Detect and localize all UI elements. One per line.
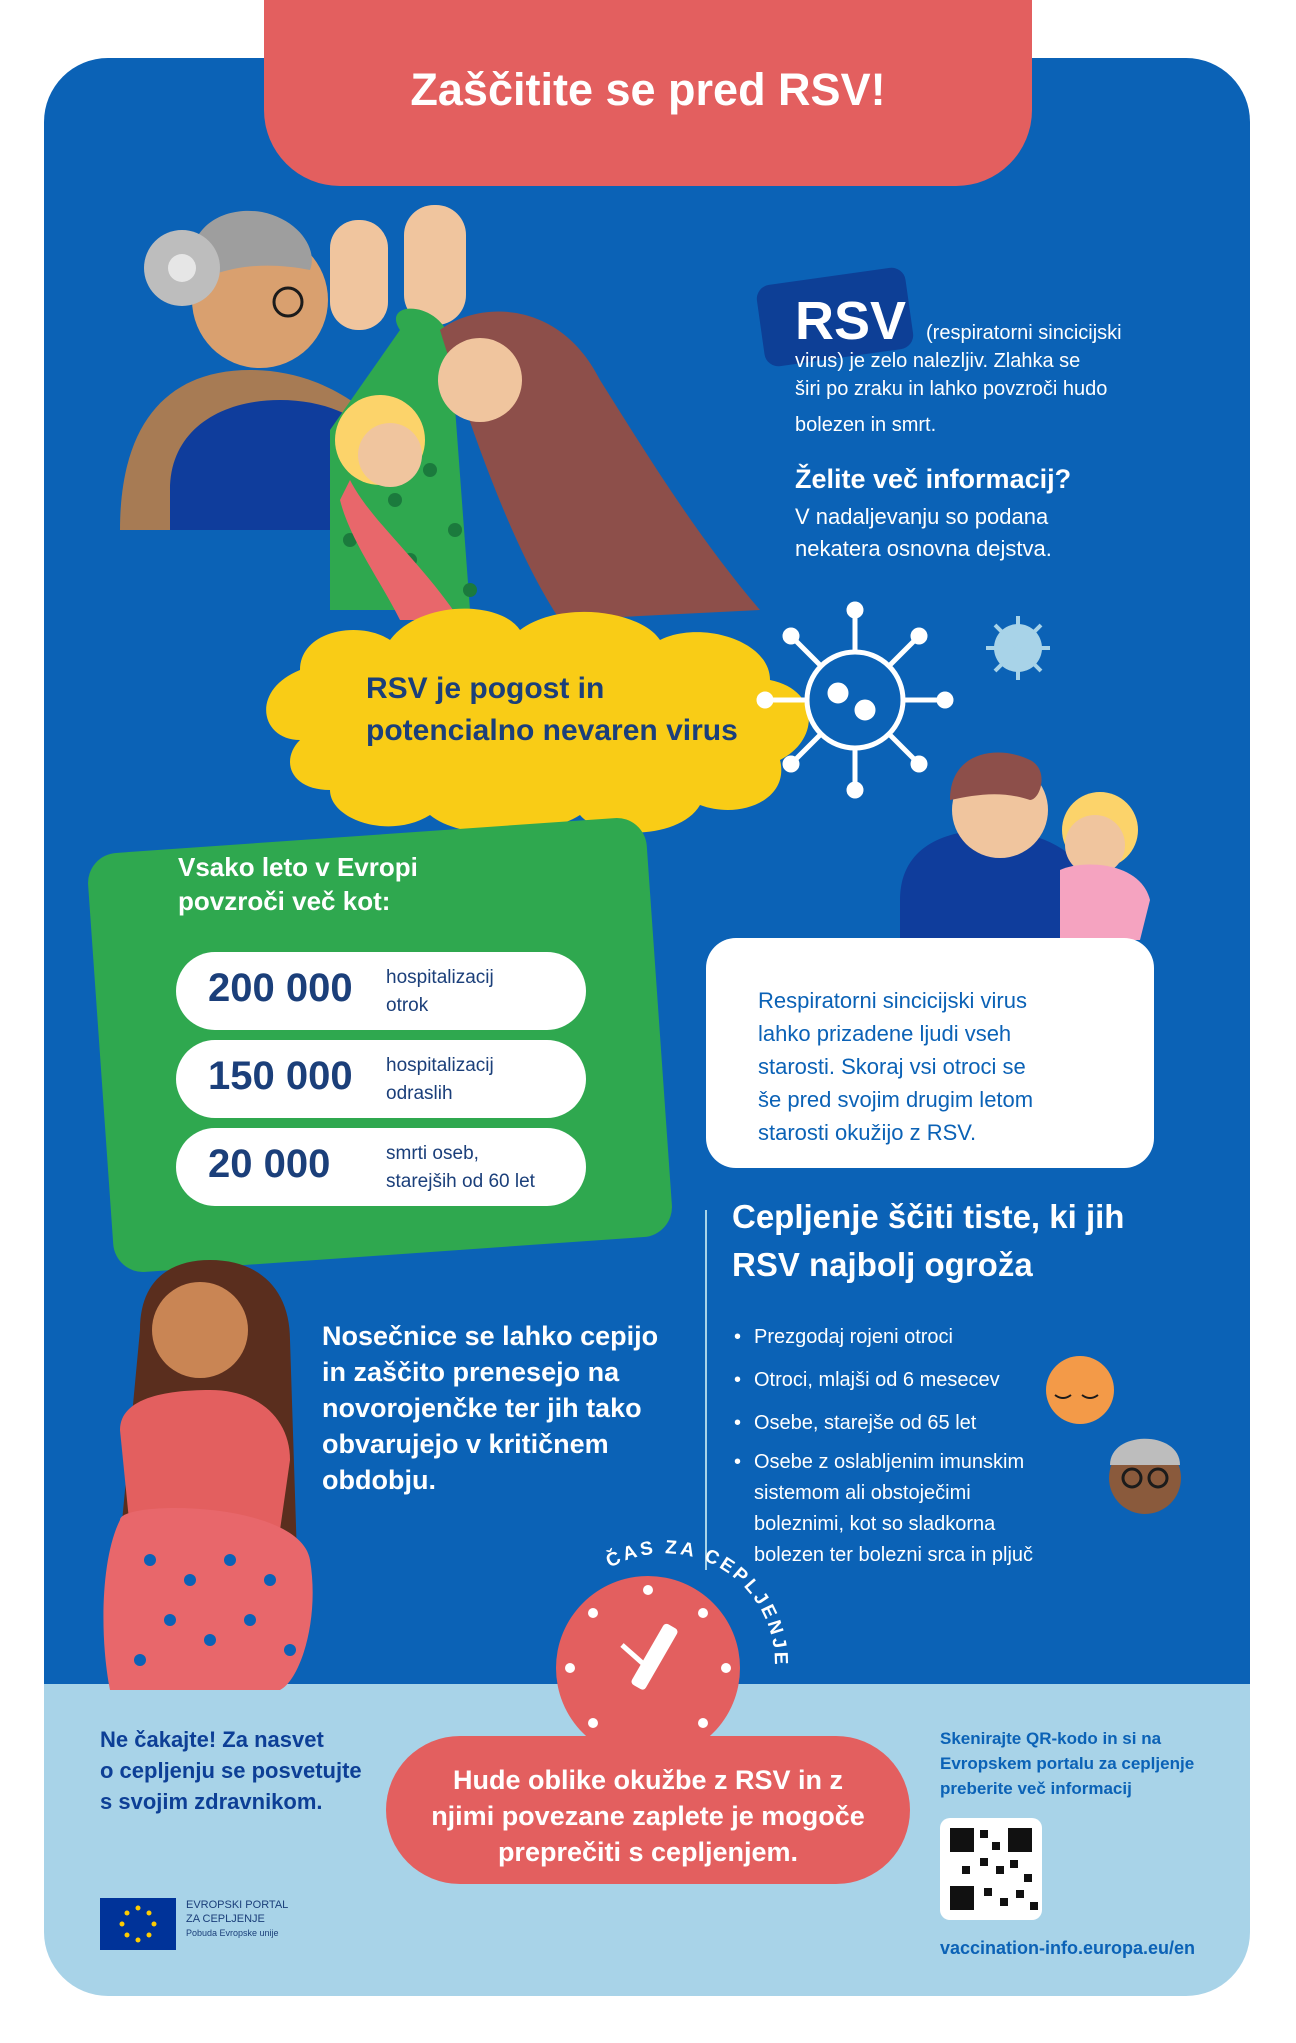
stat-pill-adults <box>176 1040 586 1118</box>
risk-bullet: • Otroci, mlajši od 6 mesecev <box>754 1365 1084 1396</box>
info-line: starosti okužijo z RSV. <box>758 1120 977 1145</box>
vaccination-heading-2: RSV najbolj ogroža <box>732 1246 1033 1283</box>
more-info-text-1: V nadaljevanju so podana <box>795 504 1049 529</box>
stat-label-line2: starejših od 60 let <box>386 1171 535 1192</box>
cloud-text-1: RSV je pogost in <box>366 672 605 705</box>
more-info-title: Želite več informacij? <box>795 464 1072 494</box>
stats-heading-2: povzroči več kot: <box>178 886 391 916</box>
risk-bullet: • Prezgodaj rojeni otroci <box>754 1322 1084 1353</box>
pregnant-line: in zaščito prenesejo na <box>322 1357 620 1387</box>
info-line: Respiratorni sincicijski virus <box>758 988 1027 1013</box>
footer-center-line: preprečiti s cepljenjem. <box>497 1837 799 1867</box>
intro-text-2: virus) je zelo nalezljiv. Zlahka se <box>795 350 1081 372</box>
virus-icon <box>759 604 951 796</box>
vaccination-heading-1: Cepljenje ščiti tiste, ki jih <box>732 1198 1125 1235</box>
intro-text-4: bolezen in smrt. <box>795 414 937 436</box>
stat-label-line1: hospitalizacij <box>386 1055 494 1076</box>
mother-baby-illustration <box>900 753 1150 960</box>
more-info-text-2: nekatera osnovna dejstva. <box>795 536 1052 561</box>
footer-right-text <box>940 1726 1194 1801</box>
info-line: starosti. Skoraj vsi otroci se <box>758 1054 1026 1079</box>
pregnant-woman-illustration <box>103 1260 312 1690</box>
small-virus-icon <box>986 616 1050 680</box>
info-box-text <box>758 984 1033 1149</box>
qr-code-icon <box>940 1818 1042 1920</box>
stat-label-line2: otrok <box>386 995 429 1016</box>
footer-right-line: Evropskem portalu za cepljenje <box>940 1754 1195 1773</box>
footer-left-line: s svojim zdravnikom. <box>100 1789 323 1814</box>
risk-bullet: • Osebe z oslabljenim imunskim sistemom ali obstoječimi boleznimi, kot so sladkorna bolezen ter bolezni srca in pljuč <box>754 1447 1064 1571</box>
pregnant-text <box>322 1318 658 1498</box>
footer-center-text <box>386 1762 910 1870</box>
logo-line: Pobuda Evropske unije <box>186 1928 279 1938</box>
footer-center-line: Hude oblike okužbe z RSV in z <box>452 1765 844 1795</box>
footer-center-line: njimi povezane zaplete je mogoče <box>431 1801 865 1831</box>
stat-label-line1: hospitalizacij <box>386 967 494 988</box>
stat-pill-children <box>176 952 586 1030</box>
clock-arc-text: ČAS ZA CEPLJENJE <box>602 1537 792 1668</box>
logo-line: ZA CEPLJENJE <box>186 1913 265 1925</box>
family-illustration <box>120 205 760 620</box>
info-line: lahko prizadene ljudi vseh <box>758 1021 1012 1046</box>
stat-number: 20 000 <box>208 1142 331 1186</box>
stat-label-line1: smrti oseb, <box>386 1143 479 1164</box>
eu-flag-icon <box>100 1898 176 1950</box>
stats-heading-1: Vsako leto v Evropi <box>178 852 418 882</box>
stat-label <box>386 1140 576 1196</box>
elder-face-icon <box>1109 1439 1181 1514</box>
footer-left-line: Ne čakajte! Za nasvet <box>100 1727 324 1752</box>
pregnant-line: obdobju. <box>322 1465 436 1495</box>
stat-label <box>386 964 576 1020</box>
rsv-word: RSV <box>795 291 907 351</box>
footer-right-line: Skenirajte QR-kodo in si na <box>940 1729 1162 1748</box>
eu-portal-logo-text <box>186 1898 288 1940</box>
logo-line: EVROPSKI PORTAL <box>186 1899 289 1911</box>
cloud-text-2: potencialno nevaren virus <box>366 714 738 747</box>
footer-left-line: o cepljenju se posvetujte <box>100 1758 362 1783</box>
pregnant-line: Nosečnice se lahko cepijo <box>322 1321 659 1351</box>
stat-pill-deaths <box>176 1128 586 1206</box>
intro-text-3: širi po zraku in lahko povzroči hudo <box>795 378 1108 400</box>
stat-number: 200 000 <box>208 966 353 1010</box>
info-line: še pred svojim drugim letom <box>758 1087 1034 1112</box>
intro-text-1: (respiratorni sincicijski <box>926 322 1122 344</box>
pregnant-line: obvarujejo v kritičnem <box>322 1429 609 1459</box>
pregnant-line: novorojenčke ter jih tako <box>322 1393 642 1423</box>
stat-label <box>386 1052 576 1108</box>
stat-number: 150 000 <box>208 1054 353 1098</box>
portal-url-link[interactable]: vaccination-info.europa.eu/en <box>940 1938 1196 1958</box>
footer-right-line: preberite več informacij <box>940 1779 1132 1798</box>
clock-icon <box>556 1576 740 1760</box>
risk-bullet: • Osebe, starejše od 65 let <box>754 1408 1084 1439</box>
stat-label-line2: odraslih <box>386 1083 453 1104</box>
page-title: Zaščitite se pred RSV! <box>410 64 886 115</box>
footer-left-text <box>100 1724 362 1817</box>
